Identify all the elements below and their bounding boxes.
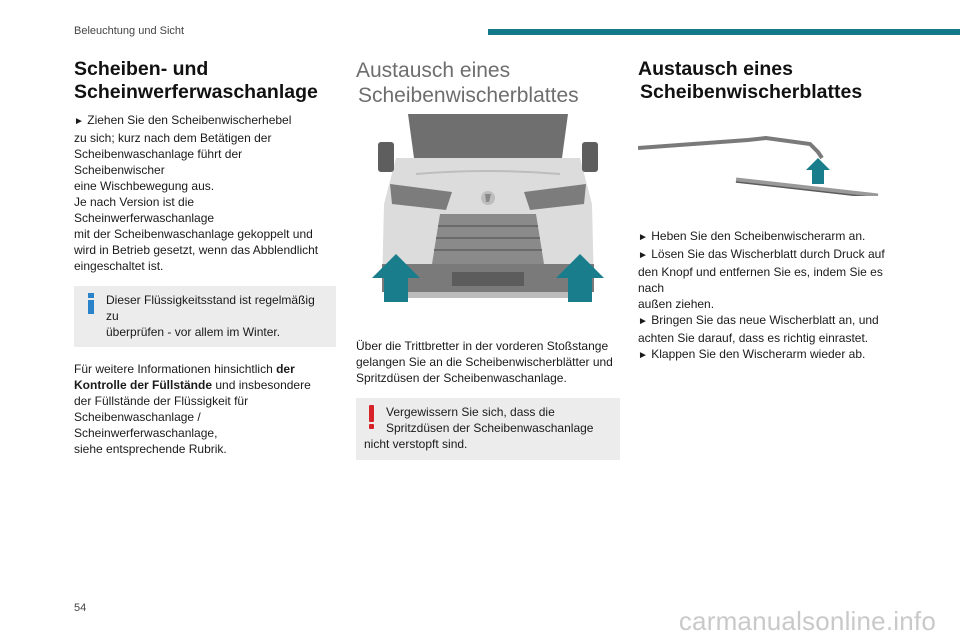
text-line: den Knopf und entfernen Sie es, indem Sie es nach bbox=[638, 265, 883, 295]
text-line: Ziehen Sie den Scheibenwischerhebel bbox=[83, 113, 292, 127]
text-line: siehe entsprechende Rubrik. bbox=[74, 442, 227, 456]
text-line: Scheibenwaschanlage führt der Scheibenwischer bbox=[74, 147, 243, 177]
bold-text: der bbox=[276, 362, 295, 376]
warning-icon bbox=[369, 405, 375, 429]
text-line: mit der Scheibenwaschanlage gekoppelt und bbox=[74, 227, 313, 241]
info-text-line: Dieser Flüssigkeitsstand ist regelmäßig zu bbox=[106, 293, 315, 323]
text-line: achten Sie darauf, dass es richtig einrastet. bbox=[638, 331, 869, 345]
step-arrow-icon: ► bbox=[74, 116, 84, 127]
step-arrow-icon: ► bbox=[638, 316, 648, 327]
section-title-blade-access bbox=[356, 58, 620, 108]
section-title-washer bbox=[74, 58, 336, 104]
text-line: Klappen Sie den Wischerarm wieder ab. bbox=[647, 347, 866, 361]
text-line: Spritzdüsen der Scheibenwaschanlage. bbox=[356, 371, 567, 385]
column-blade-replace bbox=[638, 58, 904, 364]
text-line: Lösen Sie das Wischerblatt durch Druck auf bbox=[647, 247, 885, 261]
text-line: gelangen Sie an die Scheibenwischerblätter und bbox=[356, 355, 613, 369]
column-washer bbox=[74, 58, 336, 457]
lift-arrow-icon bbox=[806, 158, 830, 184]
warning-note bbox=[356, 398, 620, 460]
text-line: der Füllstände der Flüssigkeit für bbox=[74, 394, 249, 408]
page-number: 54 bbox=[74, 602, 87, 614]
step-arrow-icon: ► bbox=[638, 232, 648, 243]
warning-text-line: nicht verstopft sind. bbox=[364, 437, 468, 451]
bold-text: Kontrolle der Füllstände bbox=[74, 378, 213, 392]
text-line: Über die Trittbretter in der vorderen Stoßstange bbox=[356, 339, 609, 353]
running-header: Beleuchtung und Sicht bbox=[74, 25, 185, 37]
section-title-blade-replace bbox=[638, 58, 904, 104]
watermark: carmanualsonline.info bbox=[678, 606, 936, 636]
text-line: außen ziehen. bbox=[638, 297, 715, 311]
warning-text-line: Vergewissern Sie sich, dass die bbox=[386, 405, 555, 419]
title-line-1: Scheiben- und bbox=[74, 58, 209, 80]
text-line: Je nach Version ist die Scheinwerferwaschanlage bbox=[74, 195, 215, 225]
text-line: eine Wischbewegung aus. bbox=[74, 179, 215, 193]
text-line: Bringen Sie das neue Wischerblatt an, und bbox=[647, 313, 879, 327]
replace-steps bbox=[638, 228, 904, 364]
text-line: wird in Betrieb gesetzt, wenn das Abblendlicht bbox=[74, 243, 319, 257]
step-arrow-icon: ► bbox=[638, 250, 648, 261]
text-line: Für weitere Informationen hinsichtlich bbox=[74, 362, 277, 376]
title-line-1: Austausch eines bbox=[356, 59, 511, 82]
warning-text-line: Spritzdüsen der Scheibenwaschanlage bbox=[386, 421, 594, 435]
wiper-blade-illustration bbox=[638, 126, 884, 196]
further-info-paragraph bbox=[74, 361, 336, 457]
peugeot-lion-icon bbox=[481, 191, 495, 205]
text-line: Heben Sie den Scheibenwischerarm an. bbox=[647, 229, 866, 243]
info-icon bbox=[88, 293, 94, 315]
access-paragraph bbox=[356, 338, 620, 386]
text-line: eingeschaltet ist. bbox=[74, 259, 164, 273]
header-accent-bar bbox=[488, 29, 960, 35]
title-line-1: Austausch eines bbox=[638, 58, 793, 80]
text-line: Scheibenwaschanlage / Scheinwerferwaschanlage, bbox=[74, 410, 218, 440]
title-line-2: Scheibenwischerblattes bbox=[358, 84, 579, 107]
info-text-line: überprüfen - vor allem im Winter. bbox=[106, 325, 281, 339]
text-line: und insbesondere bbox=[212, 378, 311, 392]
step-arrow-icon: ► bbox=[638, 350, 648, 361]
van-front-illustration bbox=[356, 114, 620, 314]
washer-instructions bbox=[74, 112, 336, 274]
column-blade-access bbox=[356, 58, 620, 460]
info-note bbox=[74, 286, 336, 347]
text-line: zu sich; kurz nach dem Betätigen der bbox=[74, 131, 272, 145]
title-line-2: Scheinwerferwaschanlage bbox=[74, 81, 318, 103]
title-line-2: Scheibenwischerblattes bbox=[640, 81, 863, 103]
